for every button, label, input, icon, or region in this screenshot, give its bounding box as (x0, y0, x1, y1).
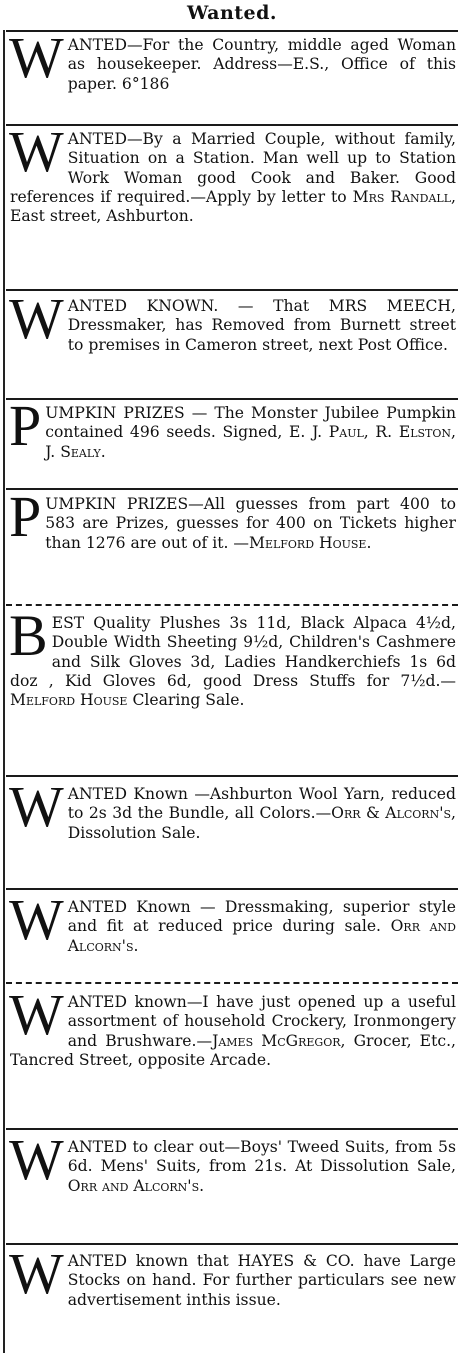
classified-ad (9, 982, 456, 1070)
ad-text: UMPKIN PRIZES—All guesses from part 400 to 583 are Prizes, guesses for 400 on Tickets higher than 1276 are out of it. — (45, 495, 456, 552)
drop-cap: P (9, 393, 42, 458)
ad-text-tail: Clearing Sale. (132, 691, 245, 710)
divider (6, 30, 458, 32)
divider (6, 1128, 458, 1130)
ad-text: UMPKIN PRIZES — The Monster Jubilee Pumpkin contained 496 seeds. Signed, (45, 404, 456, 442)
drop-cap: W (9, 982, 64, 1047)
classified-ad (9, 1127, 456, 1196)
classified-ad (9, 484, 456, 553)
signatories: E. J. Paul, R. Elston, J. Sealy. (45, 423, 456, 461)
classified-ad (9, 286, 456, 355)
classified-ad (9, 1241, 456, 1310)
advertiser-name: Orr and Alcorn's. (67, 1176, 205, 1195)
ad-text-tail: Grocer, Etc., Tancred Street, opposite Arcade. (10, 1031, 456, 1069)
column-rule (3, 30, 5, 1353)
drop-cap: W (9, 286, 64, 351)
drop-cap: W (9, 25, 64, 90)
advertiser-name: Orr & Alcorn's, (331, 804, 456, 823)
ad-text: ANTED to clear out—Boys' Tweed Suits, from 5s 6d. Mens' Suits, from 21s. At Dissolution Sale, (67, 1138, 456, 1176)
drop-cap: B (9, 603, 48, 668)
divider (6, 982, 458, 984)
ad-text: ANTED—For the Country, middle aged Woman as housekeeper. Address—E.S., Office of this paper. (67, 36, 456, 93)
divider (6, 1243, 458, 1245)
drop-cap: W (9, 1127, 64, 1192)
drop-cap: W (9, 887, 64, 952)
drop-cap: W (9, 1241, 64, 1306)
divider (6, 398, 458, 400)
classified-ad (9, 774, 456, 843)
advertiser-name: Melford House. (248, 533, 372, 552)
classified-ad (9, 887, 456, 956)
drop-cap: P (9, 484, 42, 549)
advertiser-name: James McGregor, (212, 1031, 346, 1050)
ad-text: ANTED Known — Dressmaking, superior style and fit at reduced price during sale. (67, 898, 456, 936)
advertiser-name: Melford House (10, 691, 128, 710)
classified-ad (9, 393, 456, 462)
ad-text: EST Quality Plushes 3s 11d, Black Alpaca 4½d, Double Width Sheeting 9½d, Children's Cashmere and Silk Gloves 3d, Ladies Handkerchiefs 1s 6d doz , Kid Gloves 6d, good Dress Stuffs for 7½d.— (10, 614, 456, 690)
ad-text: ANTED KNOWN. — That MRS MEECH, Dressmaker, has Removed from Burnett street to premises in Cameron street, next Post Office. (67, 297, 456, 354)
ad-text-tail: East street, Ashburton. (10, 207, 194, 226)
section-heading: Wanted. (186, 2, 278, 24)
divider (6, 488, 458, 490)
advertiser-name: Mrs Randall, (352, 187, 456, 206)
divider (6, 888, 458, 890)
divider (6, 289, 458, 291)
classified-ad (9, 119, 456, 226)
ad-text: ANTED Known —Ashburton Wool Yarn, reduced to 2s 3d the Bundle, all Colors.— (67, 785, 456, 823)
ad-text: ANTED known—I have just opened up a useful assortment of household Crockery, Ironmongery and Brushware.— (67, 993, 456, 1050)
divider (6, 604, 458, 606)
ad-reference: 6°186 (121, 74, 170, 93)
divider (6, 124, 458, 126)
classified-ad (9, 25, 456, 94)
classified-ad (9, 603, 456, 710)
advertiser-name: Orr and Alcorn's. (67, 917, 456, 955)
drop-cap: W (9, 119, 64, 184)
drop-cap: W (9, 774, 64, 839)
ad-text: ANTED—By a Married Couple, without family, Situation on a Station. Man well up to Station Work Woman good Cook and Baker. Good references if required.—Apply by letter to (10, 130, 456, 206)
ad-text: ANTED known that HAYES & CO. have Large Stocks on hand. For further particulars see new advertisement inthis issue. (67, 1252, 456, 1309)
ad-text-tail: Dissolution Sale. (67, 823, 201, 842)
divider (6, 775, 458, 777)
